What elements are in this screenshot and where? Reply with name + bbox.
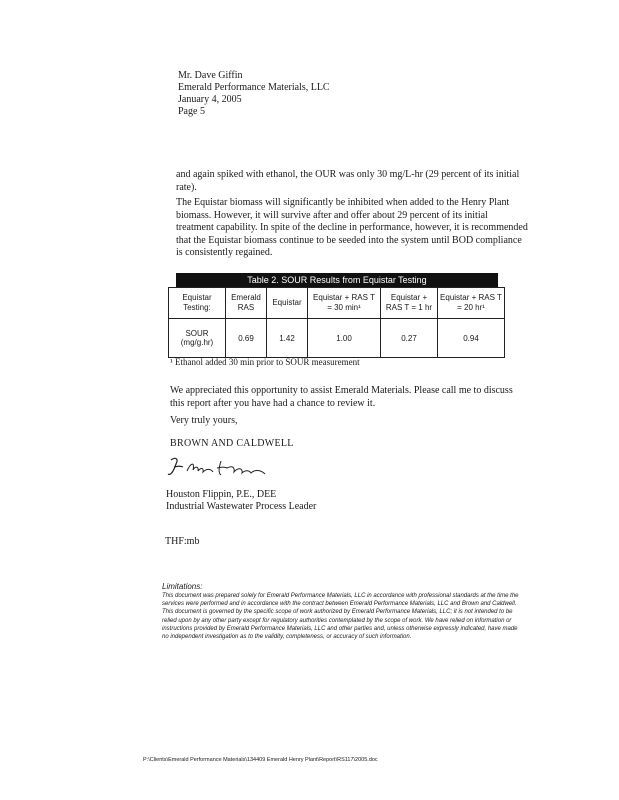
signer-block <box>166 489 316 513</box>
salutation: Very truly yours, <box>170 415 238 426</box>
table-caption: Table 2. SOUR Results from Equistar Testing <box>176 273 498 287</box>
table-cell: 1.00 <box>308 319 381 358</box>
table-header: Equistar + RAS T = 1 hr <box>381 288 438 319</box>
table-row <box>169 319 505 358</box>
letter-date: January 4, 2005 <box>178 94 242 105</box>
table-header: Equistar Testing: <box>169 288 226 319</box>
limitations-title: Limitations: <box>162 582 203 591</box>
table-footnote: ¹ Ethanol added 30 min prior to SOUR measurement <box>170 357 360 367</box>
page-number: Page 5 <box>178 106 205 117</box>
body-paragraph-2: The Equistar biomass will significantly be inhibited when added to the Henry Plant biomass. However, it will survive after and offer about 29 percent of its initial treatment capability. In spite of the decline in performance, however, it is recommended that the Equistar biomass continue to be seeded into the system until BOD compliance is consistently regained. <box>176 197 528 258</box>
sour-results-table <box>168 287 505 358</box>
table-cell: 0.69 <box>226 319 267 358</box>
table-cell: 0.27 <box>381 319 438 358</box>
table-header: Equistar <box>267 288 308 319</box>
signature-image <box>165 454 275 482</box>
recipient-block <box>178 70 330 118</box>
firm-name: BROWN AND CALDWELL <box>170 438 294 449</box>
body-paragraph-1: and again spiked with ethanol, the OUR was only 30 mg/L-hr (29 percent of its initial rate). <box>176 169 520 193</box>
signer-name: Houston Flippin, P.E., DEE <box>166 489 277 500</box>
table-header: Equistar + RAS T = 20 hr¹ <box>438 288 505 319</box>
table-header: Equistar + RAS T = 30 min¹ <box>308 288 381 319</box>
recipient-name: Mr. Dave Giffin <box>178 70 243 81</box>
limitations-text: This document was prepared solely for Emerald Performance Materials, LLC in accordance with professional standards at the time the services were performed and in accordance with the contract between Emerald Performance Materials, LLC and Brown and Caldwell. This document is governed by the specific scope of work authorized by Emerald Performance Materials, LLC; it is not intended to be relied upon by any other party except for regulatory authorities contemplated by the scope of work. We have relied on information or instructions provided by Emerald Performance Materials, LLC and other parties and, unless otherwise expressly indicated, have made no independent investigation as to the validity, completeness, or accuracy of such information. <box>162 593 519 641</box>
typist-initials: THF:mb <box>165 536 200 547</box>
table-cell: 1.42 <box>267 319 308 358</box>
closing-paragraph: We appreciated this opportunity to assist Emerald Materials. Please call me to discuss this report after you have had a chance to review it. <box>170 385 513 409</box>
table-header-row <box>169 288 505 319</box>
table-cell: 0.94 <box>438 319 505 358</box>
recipient-company: Emerald Performance Materials, LLC <box>178 82 330 93</box>
table-header: Emerald RAS <box>226 288 267 319</box>
signer-title: Industrial Wastewater Process Leader <box>166 501 317 512</box>
row-label: SOUR (mg/g.hr) <box>169 319 226 358</box>
file-path-footer: P:\Clients\Emerald Performance Materials\134409 Emerald Henry Plant\Report\RS117\2005.doc <box>143 757 378 763</box>
